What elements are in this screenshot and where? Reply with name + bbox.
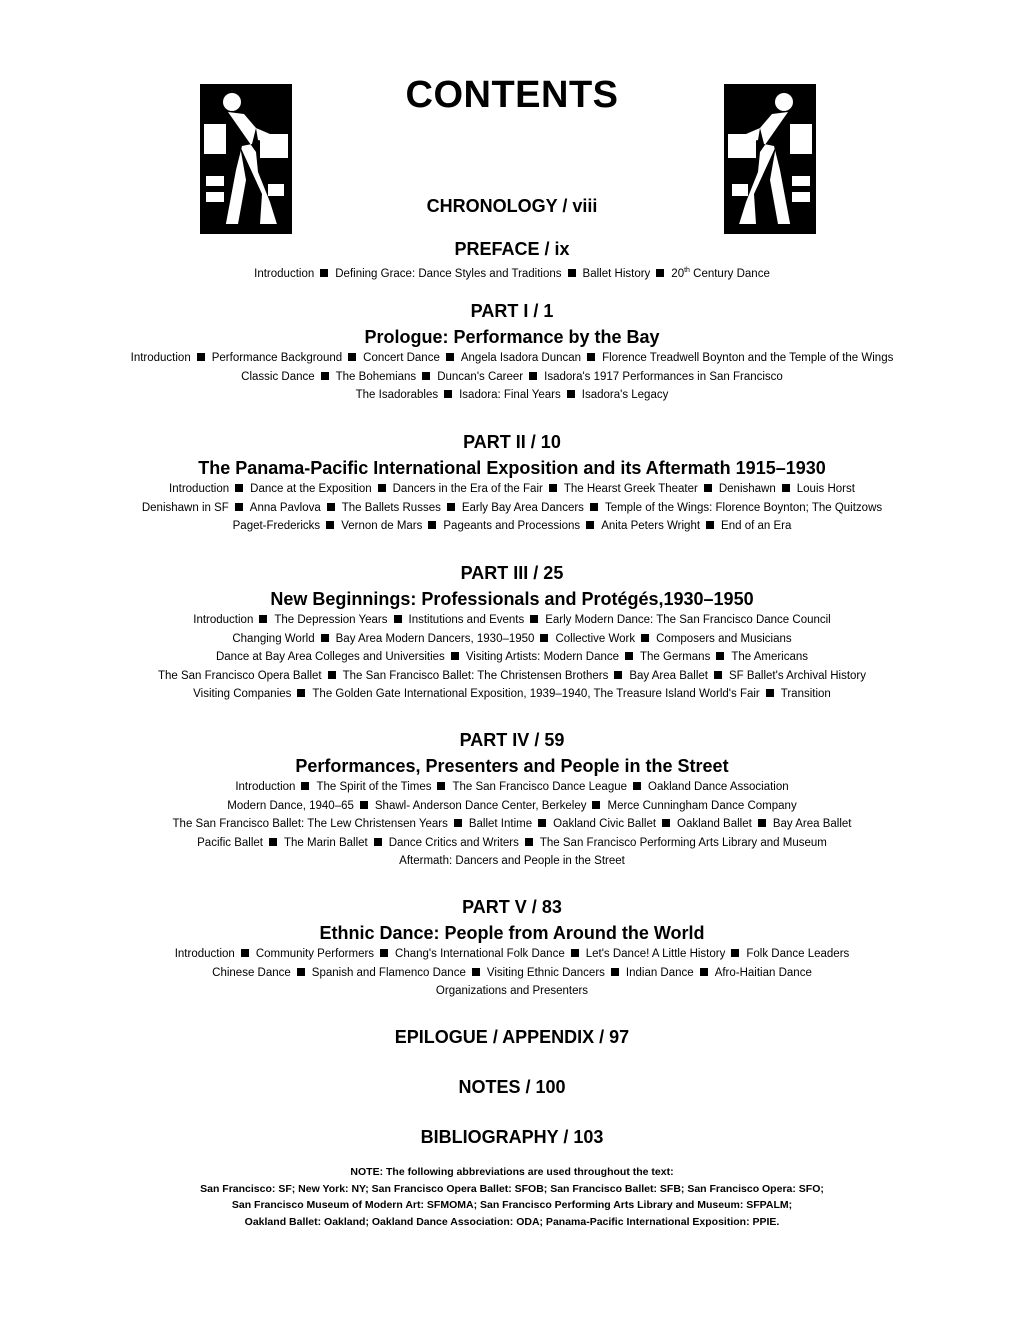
square-bullet-icon [586,521,594,529]
topic-item: Aftermath: Dancers and People in the Street [399,855,625,867]
topic-item: The Spirit of the Times [316,781,432,793]
topic-line [0,836,1024,850]
square-bullet-icon [259,615,267,623]
topic-item: Composers and Musicians [656,632,792,645]
note-line: San Francisco Museum of Modern Art: SFMOMA; San Francisco Performing Arts Library and Museum: SFPALM; [231,1199,793,1211]
topic-item: Introduction [169,483,230,495]
topic-line [0,370,1024,384]
topic-item: 20th Century Dance [671,267,770,280]
topic-item: The San Francisco Ballet: The Lew Christensen Years [172,818,448,830]
topic-line [0,264,1024,281]
topic-item: Oakland Dance Association [648,781,789,793]
square-bullet-icon [549,484,557,492]
square-bullet-icon [625,652,633,660]
topic-item: Denishawn in SF [141,501,229,514]
topic-line [0,799,1024,813]
topic-item: Collective Work [555,632,636,645]
topic-item: Pageants and Processions [443,520,581,532]
square-bullet-icon [716,652,724,660]
topic-item: The Golden Gate International Exposition, 1939–1940, The Treasure Island World's Fair [312,688,760,700]
topic-item: Pacific Ballet [197,836,263,849]
topic-item: Introduction [235,781,296,793]
topic-line [0,687,1024,701]
section-heading: EPILOGUE / APPENDIX / 97 [394,1027,630,1047]
topic-item: Paget-Fredericks [232,520,321,532]
topic-item: Vernon de Mars [341,520,423,532]
topic-item: Denishawn [718,483,776,495]
topic-item: Dance at Bay Area Colleges and Universities [215,651,445,663]
square-bullet-icon [567,390,575,398]
topic-line [0,966,1024,980]
square-bullet-icon [611,968,619,976]
note-line: San Francisco: SF; New York: NY; San Francisco Opera Ballet: SFOB; San Francisco Ballet: SFB; San Francisco Opera: SFO; [200,1182,824,1195]
topic-line [0,501,1024,515]
topic-item: Bay Area Ballet [629,669,708,682]
square-bullet-icon [529,372,537,380]
topic-item: The Isadorables [355,389,439,401]
topic-item: The Bohemians [335,370,417,383]
topic-item: Organizations and Presenters [435,985,589,997]
section-subtitle: Performances, Presenters and People in the Street [295,756,729,776]
topic-item: The Ballets Russes [341,501,441,514]
topic-line [0,650,1024,664]
topic-item: The Marin Ballet [283,836,368,849]
topic-item: Spanish and Flamenco Dance [311,966,466,979]
square-bullet-icon [472,968,480,976]
square-bullet-icon [525,838,533,846]
topic-item: Louis Horst [796,483,855,495]
square-bullet-icon [758,819,766,827]
topic-item: Defining Grace: Dance Styles and Traditions [335,267,562,280]
topic-item: The Americans [731,651,809,663]
topic-item: Isadora: Final Years [459,389,561,401]
square-bullet-icon [360,801,368,809]
topic-item: Introduction [193,614,254,626]
square-bullet-icon [326,521,334,529]
topic-item: Modern Dance, 1940–65 [227,799,354,812]
square-bullet-icon [590,503,598,511]
topic-item: Angela Isadora Duncan [460,352,582,364]
topic-item: The Hearst Greek Theater [563,483,698,495]
topic-line [0,854,1024,868]
topic-item: Duncan's Career [437,370,524,383]
square-bullet-icon [614,671,622,679]
square-bullet-icon [782,484,790,492]
topic-item: Let's Dance! A Little History [585,948,726,960]
square-bullet-icon [454,819,462,827]
square-bullet-icon [394,615,402,623]
section-subtitle: New Beginnings: Professionals and Protégés,1930–1950 [270,589,754,609]
topic-item: Oakland Civic Ballet [553,818,657,830]
topic-line [0,351,1024,365]
topic-item: Dancers in the Era of the Fair [392,483,543,495]
square-bullet-icon [662,819,670,827]
square-bullet-icon [571,949,579,957]
topic-item: The San Francisco Ballet: The Christensen Brothers [342,669,609,682]
topic-item: Folk Dance Leaders [746,948,850,960]
topic-item: Visiting Ethnic Dancers [486,966,605,979]
topic-item: Isadora's Legacy [581,389,669,401]
topic-item: Indian Dance [625,966,694,979]
section-heading: BIBLIOGRAPHY / 103 [420,1127,604,1147]
square-bullet-icon [297,968,305,976]
topic-line [0,817,1024,831]
topic-item: Anna Pavlova [249,501,321,514]
topic-line [0,632,1024,646]
topic-item: SF Ballet's Archival History [728,669,867,682]
topic-line [0,669,1024,683]
topic-item: Dance at the Exposition [250,483,372,495]
topic-item: Anita Peters Wright [601,520,701,532]
topic-line [0,482,1024,496]
note-line: NOTE: The following abbreviations are used throughout the text: [350,1166,674,1178]
topic-item: Temple of the Wings: Florence Boynton; The Quitzows [604,501,883,514]
topic-item: Institutions and Events [408,614,525,626]
square-bullet-icon [320,269,328,277]
page-title: CONTENTS [405,74,619,116]
square-bullet-icon [706,521,714,529]
square-bullet-icon [540,634,548,642]
square-bullet-icon [530,615,538,623]
topic-item: Concert Dance [363,352,440,364]
topic-item: Visiting Artists: Modern Dance [465,651,620,663]
square-bullet-icon [704,484,712,492]
topic-item: The Depression Years [274,614,388,626]
topic-item: The San Francisco Dance League [452,781,628,793]
square-bullet-icon [197,353,205,361]
square-bullet-icon [269,838,277,846]
square-bullet-icon [656,269,664,277]
note-line: Oakland Ballet: Oakland; Oakland Dance Association: ODA; Panama-Pacific International Exposition: PPIE. [244,1215,780,1228]
square-bullet-icon [446,353,454,361]
square-bullet-icon [380,949,388,957]
square-bullet-icon [374,838,382,846]
topic-item: Florence Treadwell Boynton and the Temple of the Wings [602,352,894,364]
square-bullet-icon [321,372,329,380]
square-bullet-icon [766,689,774,697]
topic-item: Introduction [130,352,191,364]
section-subtitle: Prologue: Performance by the Bay [364,327,660,347]
square-bullet-icon [587,353,595,361]
square-bullet-icon [538,819,546,827]
square-bullet-icon [235,484,243,492]
section-heading: PART V / 83 [462,897,562,917]
topic-item: Chang's International Folk Dance [395,948,565,960]
square-bullet-icon [633,782,641,790]
square-bullet-icon [714,671,722,679]
topic-item: Chinese Dance [212,966,291,979]
section-heading: CHRONOLOGY / viii [426,196,598,216]
topic-item: Performance Background [211,352,343,364]
topic-item: Bay Area Modern Dancers, 1930–1950 [335,632,535,645]
topic-item: Isadora's 1917 Performances in San Francisco [544,370,783,383]
section-heading: PART IV / 59 [459,730,565,750]
section-heading: PART I / 1 [470,301,554,321]
square-bullet-icon [422,372,430,380]
topic-item: Merce Cunningham Dance Company [607,799,797,812]
square-bullet-icon [731,949,739,957]
square-bullet-icon [568,269,576,277]
square-bullet-icon [301,782,309,790]
topic-item: Classic Dance [241,370,315,383]
topic-item: Dance Critics and Writers [388,836,519,849]
square-bullet-icon [592,801,600,809]
square-bullet-icon [348,353,356,361]
square-bullet-icon [641,634,649,642]
topic-line [0,780,1024,794]
topic-line [0,388,1024,402]
topic-item: Community Performers [255,948,375,960]
topic-line [0,947,1024,961]
topic-item: The San Francisco Opera Ballet [157,669,322,682]
topic-item: The San Francisco Performing Arts Library and Museum [539,836,827,849]
square-bullet-icon [444,390,452,398]
topic-item: Bay Area Ballet [772,818,852,830]
topic-line [0,519,1024,533]
topic-item: Ballet Intime [468,818,533,830]
square-bullet-icon [327,503,335,511]
square-bullet-icon [321,634,329,642]
topic-item: Transition [780,688,831,700]
square-bullet-icon [235,503,243,511]
section-heading: PART II / 10 [463,432,561,452]
topic-item: Afro-Haitian Dance [714,966,812,979]
topic-item: Introduction [254,267,315,280]
square-bullet-icon [328,671,336,679]
square-bullet-icon [428,521,436,529]
square-bullet-icon [447,503,455,511]
topic-line [0,613,1024,627]
section-subtitle: Ethnic Dance: People from Around the World [319,923,705,943]
square-bullet-icon [451,652,459,660]
square-bullet-icon [297,689,305,697]
topic-item: Early Modern Dance: The San Francisco Dance Council [545,614,831,626]
topic-item: Oakland Ballet [677,818,752,830]
topic-item: End of an Era [721,520,792,532]
square-bullet-icon [700,968,708,976]
square-bullet-icon [378,484,386,492]
topic-item: Changing World [232,632,315,645]
topic-item: The Germans [640,651,711,663]
topic-item: Introduction [174,948,235,960]
topic-item: Ballet History [582,267,651,280]
square-bullet-icon [241,949,249,957]
topic-item: Shawl- Anderson Dance Center, Berkeley [374,799,587,812]
topic-item: Visiting Companies [193,688,292,700]
section-heading: PART III / 25 [460,563,564,583]
section-heading: PREFACE / ix [454,239,570,259]
topic-item: Early Bay Area Dancers [461,501,584,514]
section-heading: NOTES / 100 [458,1077,566,1097]
section-subtitle: The Panama-Pacific International Exposition and its Aftermath 1915–1930 [198,458,826,478]
square-bullet-icon [437,782,445,790]
topic-line [0,984,1024,998]
